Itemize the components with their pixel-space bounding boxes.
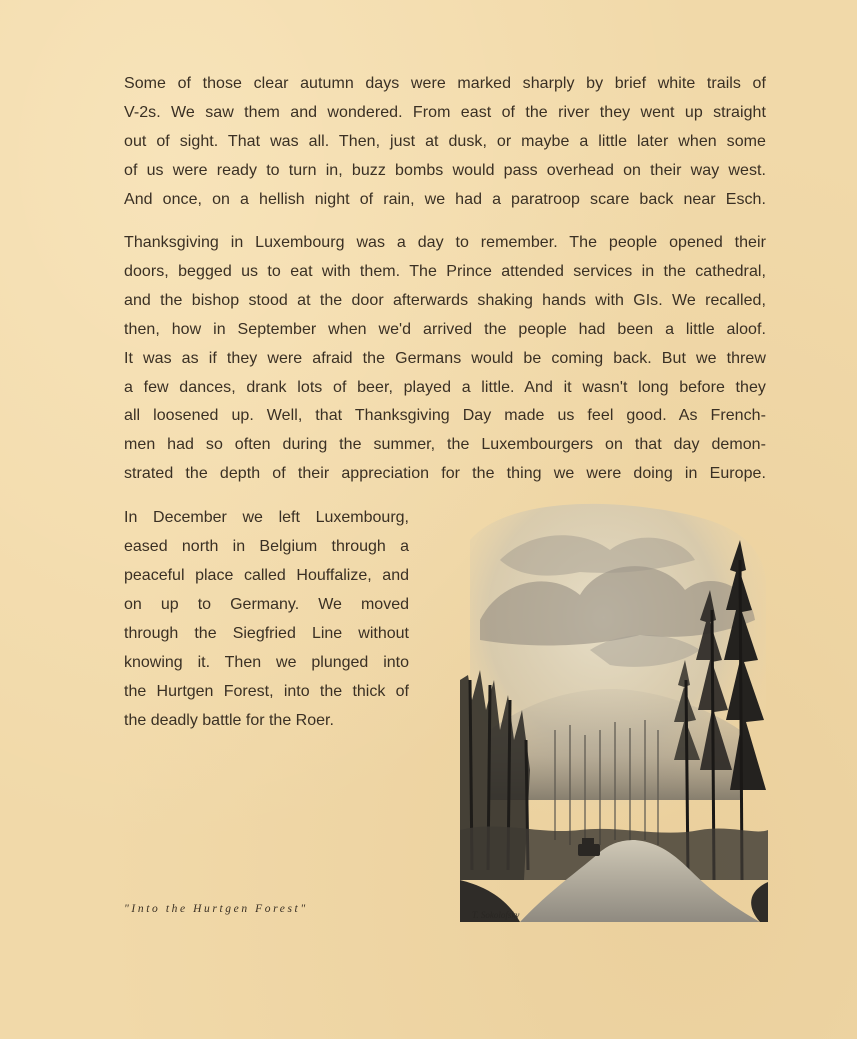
text-line: then, how in September when we'd arrived the people had been a little aloof. (124, 320, 766, 338)
illustration-caption: "Into the Hurtgen Forest" (124, 903, 308, 915)
paragraph-thanksgiving (124, 229, 766, 489)
text-line: V-2s. We saw them and wondered. From east of the river they went up straight (124, 103, 766, 121)
text-line: out of sight. That was all. Then, just at dusk, or maybe a little later when some (124, 132, 766, 150)
text-line: Thanksgiving in Luxembourg was a day to remember. The people opened their (124, 234, 766, 251)
text-line: And once, on a hellish night of rain, we had a paratroop scare back near Esch. (124, 190, 766, 208)
text-line: through the Siegfried Line without (124, 625, 409, 642)
text-line: strated the depth of their appreciation for the thing we were doing in Europe. (124, 465, 766, 483)
text-line: knowing it. Then we plunged into (124, 654, 409, 671)
text-line: eased north in Belgium through a (124, 538, 409, 555)
text-line: and the bishop stood at the door afterwards shaking hands with GIs. We recalled, (124, 291, 766, 309)
text-line: all loosened up. Well, that Thanksgiving Day made us feel good. As French- (124, 407, 766, 425)
text-line: Some of those clear autumn days were marked sharply by brief white trails of (124, 75, 766, 92)
forest-sketch-illustration (460, 500, 768, 922)
text-line: a few dances, drank lots of beer, played a little. And it wasn't long before they (124, 378, 766, 396)
text-line: the deadly battle for the Roer. (124, 712, 334, 729)
text-line: men had so often during the summer, the Luxembourgers on that day demon- (124, 436, 766, 454)
text-line: It was as if they were afraid the Germans would be coming back. But we threw (124, 349, 766, 367)
text-line: the Hurtgen Forest, into the thick of (124, 683, 409, 700)
paragraph-december (124, 503, 409, 735)
illustration-signature: T. Sokolofsky (472, 910, 520, 920)
text-line: peaceful place called Houffalize, and (124, 567, 409, 584)
text-line: doors, begged us to eat with them. The Prince attended services in the cathedral, (124, 262, 766, 280)
text-line: on up to Germany. We moved (124, 596, 409, 613)
text-line: of us were ready to turn in, buzz bombs would pass overhead on their way west. (124, 161, 766, 179)
paragraph-autumn-v2 (124, 70, 766, 215)
text-line: In December we left Luxembourg, (124, 509, 409, 526)
